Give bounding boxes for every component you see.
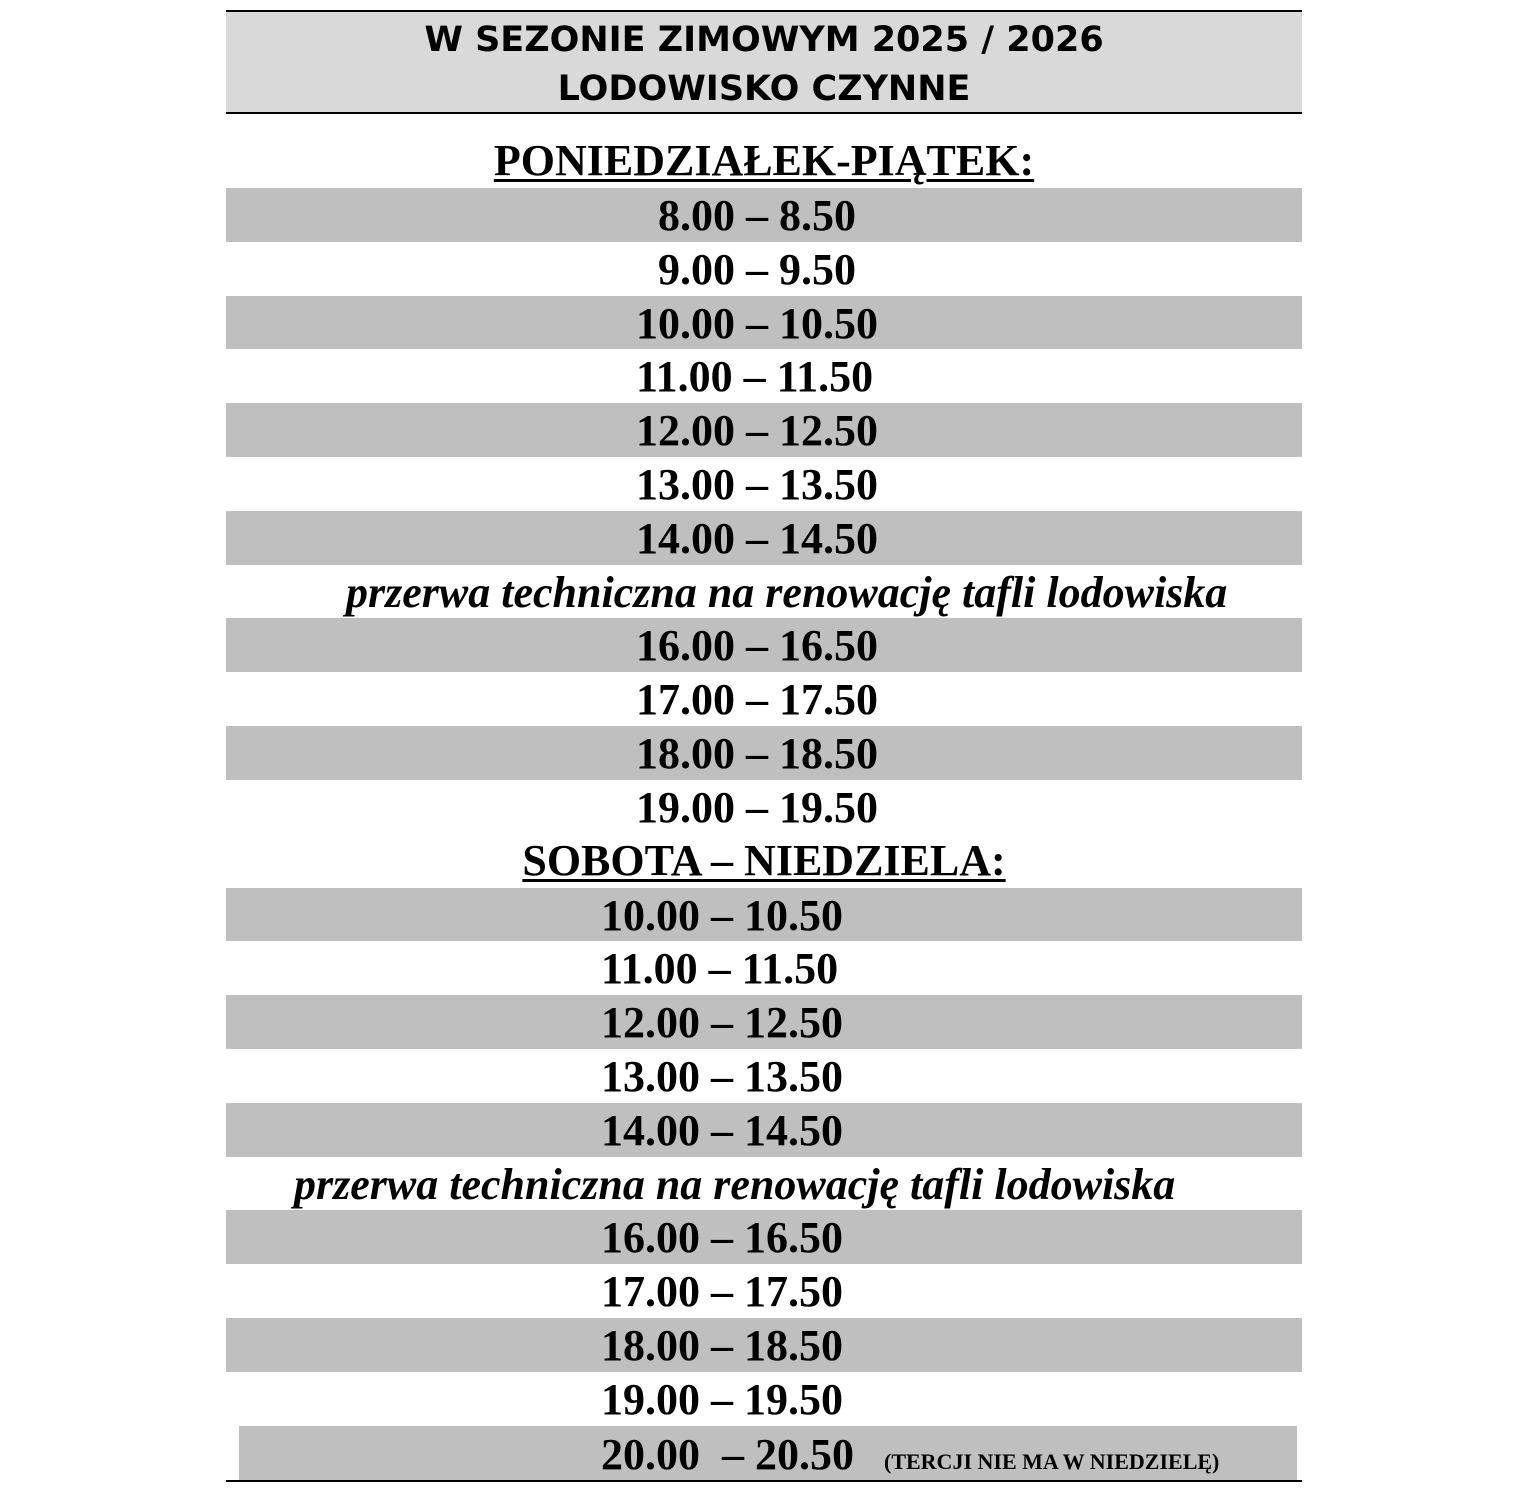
- time-slot: 10.00 – 10.50: [601, 890, 843, 940]
- time-slot: 19.00 – 19.50: [601, 1374, 843, 1424]
- sunday-exception-note: (TERCJI NIE MA W NIEDZIELĘ): [884, 1448, 1220, 1474]
- time-slot-row: [226, 780, 1302, 834]
- time-slot-row: [226, 1318, 1302, 1372]
- weekend-break-note: przerwa techniczna na renowację tafli lodowiska: [294, 1159, 1176, 1209]
- time-slot: 13.00 – 13.50: [636, 459, 878, 509]
- time-slot: 19.00 – 19.50: [636, 782, 878, 832]
- weekdays-heading: PONIEDZIAŁEK-PIĄTEK:: [493, 136, 1035, 185]
- time-slot-row: [226, 349, 1302, 403]
- time-slot-row: [226, 941, 1302, 995]
- time-slot-row: [226, 1103, 1302, 1157]
- time-slot-row: [226, 618, 1302, 672]
- time-slot: 18.00 – 18.50: [636, 728, 878, 778]
- time-slot: 14.00 – 14.50: [601, 1105, 843, 1155]
- weekdays-slots-after-break: [226, 618, 1302, 833]
- time-slot-row: [226, 995, 1302, 1049]
- weekdays-slots-before-break: [226, 188, 1302, 565]
- time-slot-row: [226, 1264, 1302, 1318]
- time-slot-row: [226, 888, 1302, 942]
- time-slot-row: [226, 188, 1302, 242]
- time-slot: 16.00 – 16.50: [636, 621, 878, 671]
- time-slot: 8.00 – 8.50: [658, 191, 856, 240]
- weekend-slots-after-break: [226, 1210, 1302, 1425]
- time-slot: 12.00 – 12.50: [601, 998, 843, 1048]
- time-slot: 10.00 – 10.50: [636, 298, 878, 348]
- time-slot: 17.00 – 17.50: [601, 1267, 843, 1317]
- time-slot: 9.00 – 9.50: [658, 244, 856, 294]
- time-slot-row: [226, 403, 1302, 457]
- time-slot-row: [226, 1049, 1302, 1103]
- time-slot-row: [226, 726, 1302, 780]
- time-slot: 18.00 – 18.50: [601, 1320, 843, 1370]
- weekend-heading: SOBOTA – NIEDZIELA:: [522, 835, 1006, 885]
- header-subtitle: LODOWISKO CZYNNE: [557, 69, 971, 109]
- time-slot: 17.00 – 17.50: [636, 675, 878, 725]
- time-slot: 12.00 – 12.50: [636, 406, 878, 456]
- time-slot-row: [226, 672, 1302, 726]
- time-slot: 11.00 – 11.50: [636, 352, 874, 402]
- time-slot-row: [226, 457, 1302, 511]
- time-slot: 16.00 – 16.50: [601, 1213, 843, 1263]
- last-time-slot-row: [226, 1426, 1302, 1480]
- time-slot: 14.00 – 14.50: [636, 513, 878, 563]
- time-slot: 11.00 – 11.50: [601, 944, 839, 994]
- time-slot-row: [226, 511, 1302, 565]
- time-slot-row: [226, 242, 1302, 296]
- time-slot: 20.00 – 20.50: [601, 1429, 854, 1479]
- time-slot-row: [226, 296, 1302, 350]
- time-slot: 13.00 – 13.50: [601, 1051, 843, 1101]
- weekend-slots-before-break: [226, 888, 1302, 1157]
- weekdays-break-note: przerwa techniczna na renowację tafli lodowiska: [346, 567, 1228, 617]
- time-slot-row: [226, 1210, 1302, 1264]
- header-band: [226, 10, 1302, 114]
- schedule-sheet: [226, 10, 1302, 1482]
- time-slot-row: [226, 1372, 1302, 1426]
- header-title: W SEZONIE ZIMOWYM 2025 / 2026: [424, 20, 1104, 60]
